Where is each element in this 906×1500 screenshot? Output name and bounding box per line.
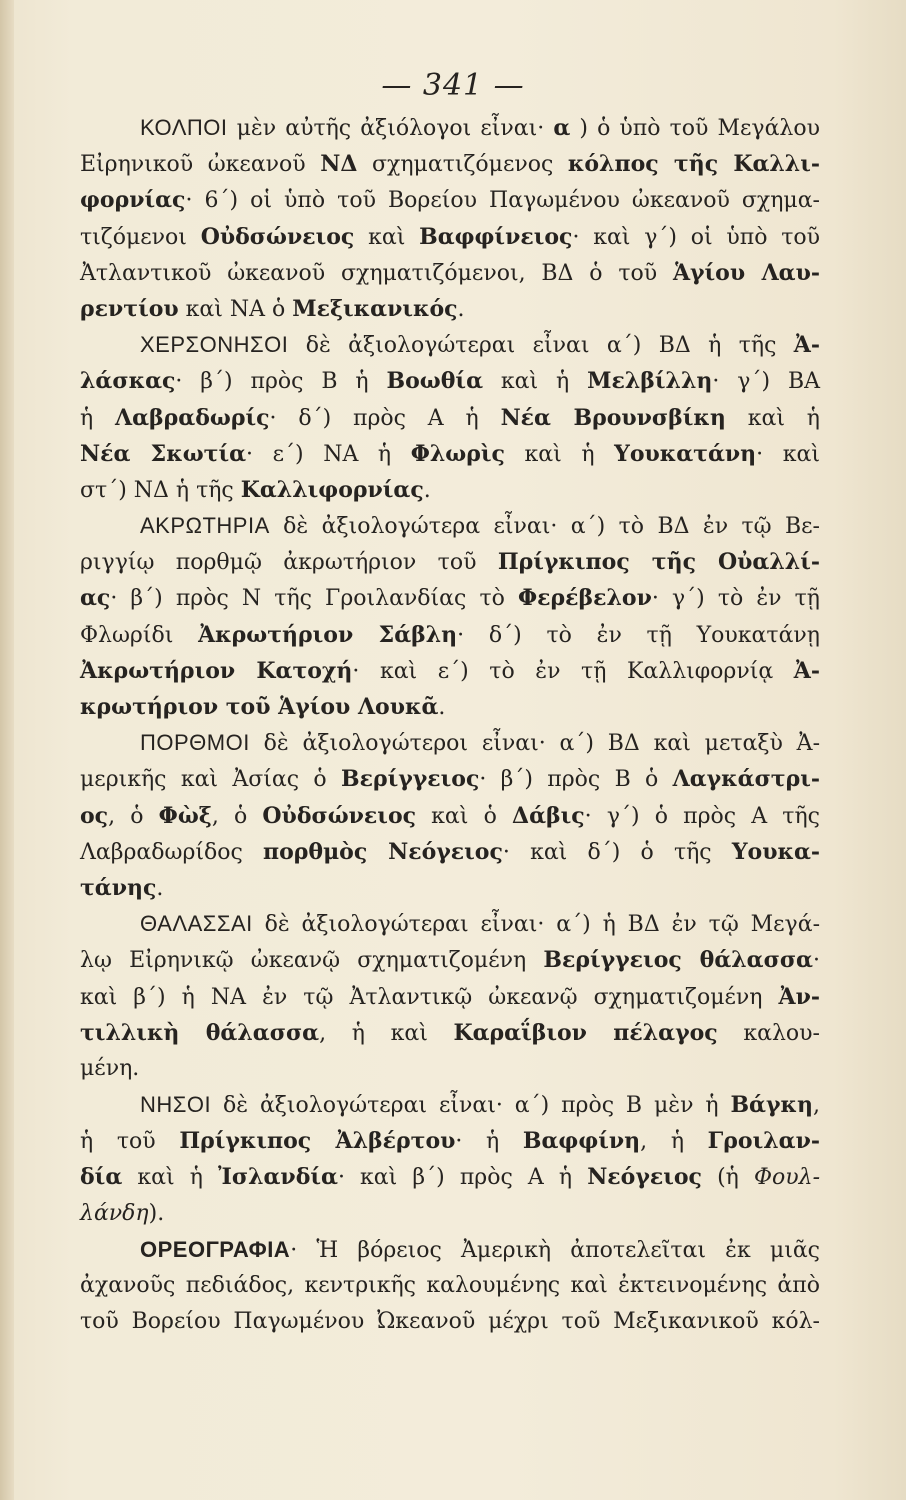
- text-line: [80, 544, 820, 580]
- paragraph-orography: [80, 1232, 820, 1341]
- text-line: [80, 146, 820, 182]
- text-run: , ὁ: [108, 803, 159, 829]
- text-run: (ἡ: [701, 1165, 754, 1191]
- text-run: Ἀκρωτήριον Κατοχή: [80, 657, 353, 684]
- text-run: Βαφφίνειος: [419, 223, 573, 250]
- text-line: [80, 327, 820, 363]
- text-run: τοῦ Βορείου Παγωμένου Ὠκεανοῦ μέχρι τοῦ Μεξικανικοῦ κόλ-: [80, 1309, 820, 1335]
- text-run: · β΄) πρὸς Β ἡ: [175, 369, 387, 395]
- text-run: ).: [148, 1200, 165, 1226]
- section-heading-seas: ΘΑΛΑΣΣΑΙ: [140, 911, 253, 937]
- text-run: .: [156, 875, 164, 901]
- text-run: .: [457, 296, 465, 322]
- text-line: [80, 1304, 820, 1340]
- text-run: καὶ ὁ: [416, 803, 512, 829]
- page-number: — 341 —: [381, 68, 525, 103]
- section-heading-straits: ΠΟΡΘΜΟΙ: [140, 730, 250, 756]
- text-run: · δ΄) πρὸς Α ἡ: [269, 405, 501, 431]
- text-run: Βάγκη: [730, 1092, 813, 1119]
- text-run: Φλωρίδι: [80, 622, 199, 648]
- text-run: Βοωθία: [386, 368, 483, 395]
- text-run: Νέα Βρουνσβίκη: [500, 404, 726, 431]
- text-run: καλου-: [717, 1020, 820, 1046]
- text-line: [80, 834, 820, 870]
- text-line: [80, 1015, 820, 1051]
- text-run: · καὶ β΄) πρὸς Α ἡ: [337, 1165, 588, 1191]
- text-run: τιζόμενοι: [80, 224, 201, 250]
- text-line: [80, 363, 820, 399]
- text-line: [80, 1196, 820, 1232]
- text-run: Νέα Σκωτία: [80, 440, 247, 467]
- text-run: κόλπος τῆς Καλλι-: [567, 151, 821, 178]
- text-line: [80, 1268, 820, 1304]
- text-run: μὲν αὐτῆς ἀξιόλογοι εἶναι·: [227, 116, 554, 141]
- section-heading-islands: ΝΗΣΟΙ: [140, 1092, 212, 1118]
- text-run: Φλωρὶς: [410, 440, 505, 467]
- text-run: · ἡ: [455, 1129, 523, 1155]
- text-line: [80, 580, 820, 616]
- text-line: [80, 110, 820, 146]
- text-run: Ἀκρωτήριον Σάβλη: [198, 621, 458, 648]
- text-line: [80, 1232, 820, 1268]
- text-run: Λαβραδωρίδος: [80, 839, 263, 865]
- text-run: καὶ: [354, 224, 420, 250]
- text-run: Βερίγγειος θάλασσα: [543, 947, 813, 974]
- text-run: ἀχανοῦς πεδιάδος, κεντρικῆς καλουμένης καὶ ἐκτεινομένης ἀπὸ: [80, 1273, 820, 1298]
- text-run: ) ὁ ὑπὸ τοῦ Μεγάλου: [570, 116, 820, 141]
- text-run: δία: [80, 1164, 123, 1191]
- text-line: [80, 798, 820, 834]
- text-run: Ἰσλανδία: [218, 1164, 338, 1191]
- text-run: δὲ ἀξιολογώτεραι εἶναι· α΄) πρὸς Β μὲν ἡ: [211, 1093, 731, 1119]
- text-run: · β΄) πρὸς Ν τῆς Γροιλανδίας τὸ: [110, 586, 518, 612]
- text-run: ας: [80, 585, 111, 612]
- text-run: καὶ ἡ: [504, 441, 615, 467]
- text-line: [80, 255, 820, 291]
- text-run: Εἰρηνικοῦ ὠκεανοῦ: [80, 152, 321, 178]
- text-run: Υουκατάνη: [614, 440, 757, 467]
- text-run: Ἀν-: [778, 983, 820, 1010]
- text-run: · καὶ: [756, 441, 820, 467]
- text-run: δὲ ἀξιολογώτεροι εἶναι· α΄) ΒΔ καὶ μεταξὺ Ἀ-: [249, 731, 820, 757]
- text-line: [80, 653, 820, 689]
- text-run: , ὁ: [211, 803, 263, 829]
- text-line: [80, 1087, 820, 1123]
- text-run: Ἁγίου Λαυ-: [672, 259, 820, 286]
- text-run: καὶ ΝΑ ὁ: [178, 296, 293, 322]
- text-run: · γ΄) τὸ ἐν τῇ: [651, 586, 820, 612]
- text-line: [80, 942, 820, 978]
- text-run: ,: [813, 1093, 820, 1119]
- page-text: [80, 110, 820, 1340]
- text-line: [80, 182, 820, 218]
- page-binding-edge: [0, 0, 14, 1500]
- paragraph-seas: [80, 906, 820, 1087]
- text-run: ἡ: [80, 405, 116, 431]
- text-run: α: [553, 115, 571, 141]
- text-run: λάσκας: [80, 368, 176, 395]
- text-run: μένη.: [80, 1055, 140, 1081]
- text-run: Ἀτλαντικοῦ ὠκεανοῦ σχηματιζόμενοι, ΒΔ ὁ τοῦ: [80, 260, 673, 286]
- text-run: δὲ ἀξιολογώτεραι εἶναι α΄) ΒΔ ἡ τῆς: [288, 333, 794, 359]
- text-run: λάνδη: [80, 1200, 149, 1226]
- text-run: Λαβραδωρίς: [115, 404, 270, 431]
- text-run: Ἀ-: [793, 657, 820, 684]
- text-run: Βερίγγειος: [340, 766, 480, 793]
- text-run: μερικῆς καὶ Ἀσίας ὁ: [80, 767, 341, 793]
- text-line: [80, 472, 820, 508]
- text-run: Οὐδσώνειος: [200, 223, 355, 250]
- text-run: δὲ ἀξιολογώτεραι εἶναι· α΄) ἡ ΒΔ ἐν τῷ Μεγά-: [252, 912, 820, 938]
- text-run: Καραΐβιον πέλαγος: [453, 1019, 718, 1046]
- text-run: φορνίας: [80, 187, 186, 214]
- text-run: ΝΔ: [320, 151, 358, 178]
- text-run: ριγγίῳ πορθμῷ ἀκρωτήριον τοῦ: [80, 550, 498, 576]
- text-run: ρεντίου: [80, 295, 179, 322]
- text-run: λῳ Εἰρηνικῷ ὠκεανῷ σχηματιζομένη: [80, 948, 544, 974]
- text-line: [80, 508, 820, 544]
- text-line: [80, 1051, 820, 1087]
- text-run: Φὼξ: [158, 802, 212, 829]
- text-run: τιλλικὴ θάλασσα: [80, 1019, 320, 1046]
- text-run: , ἡ: [640, 1129, 708, 1155]
- text-line: [80, 725, 820, 761]
- text-run: σχηματιζόμενος: [357, 152, 568, 178]
- text-run: Πρίγκιπος τῆς Οὐαλλί-: [497, 549, 820, 576]
- text-run: .: [438, 695, 446, 720]
- text-run: καὶ ἡ: [483, 369, 588, 395]
- text-run: Γροιλαν-: [707, 1128, 820, 1155]
- section-heading-gulfs: ΚΟΛΠΟΙ: [140, 115, 228, 140]
- text-run: καὶ ἡ: [122, 1165, 219, 1191]
- text-run: Οὐδσώνειος: [262, 802, 417, 829]
- section-heading-orography: ΟΡΕΟΓΡΑΦΙΑ: [140, 1236, 291, 1262]
- text-run: Πρίγκιπος Ἀλβέρτου: [179, 1128, 456, 1155]
- paragraph-islands: [80, 1087, 820, 1232]
- text-run: · καὶ γ΄) οἱ ὑπὸ τοῦ: [572, 224, 820, 250]
- text-run: · δ΄) τὸ ἐν τῇ Υουκατάνῃ: [457, 622, 820, 648]
- text-run: Λαγκάστρι-: [672, 766, 820, 793]
- text-run: Φουλ-: [753, 1165, 821, 1191]
- text-run: · Ἡ βόρειος Ἀμερικὴ ἀποτελεῖται ἐκ μιᾶς: [290, 1237, 820, 1263]
- paragraph-gulfs: [80, 110, 820, 327]
- text-run: Μελβίλλη: [587, 368, 713, 395]
- text-line: [80, 979, 820, 1015]
- text-line: [80, 219, 820, 255]
- text-line: [80, 689, 820, 725]
- text-run: πορθμὸς Νεόγειος: [263, 838, 503, 865]
- text-run: Βαφφίνη: [522, 1128, 641, 1155]
- text-run: στ΄) ΝΔ ἡ τῆς: [80, 477, 241, 503]
- text-run: , ἡ καὶ: [319, 1020, 454, 1046]
- paragraph-capes: [80, 508, 820, 725]
- text-run: · καὶ ε΄) τὸ ἐν τῇ Καλλιφορνίᾳ: [352, 658, 794, 684]
- text-run: κρωτήριον τοῦ Ἁγίου Λουκᾶ: [80, 694, 439, 720]
- text-run: Υουκα-: [731, 838, 821, 865]
- text-run: .: [423, 477, 431, 503]
- text-run: · γ΄) ΒΑ: [712, 369, 820, 395]
- text-line: [80, 870, 820, 906]
- text-run: ·: [812, 948, 820, 974]
- text-line: [80, 1123, 820, 1159]
- text-run: Δάβις: [512, 802, 585, 829]
- text-run: · γ΄) ὁ πρὸς Α τῆς: [584, 803, 820, 829]
- text-run: Νεόγειος: [587, 1164, 702, 1191]
- text-run: Φερέβελον: [517, 585, 652, 612]
- text-run: Ἀ-: [793, 332, 820, 359]
- text-run: · β΄) πρὸς Β ὁ: [479, 767, 673, 793]
- text-line: [80, 400, 820, 436]
- text-line: [80, 906, 820, 942]
- text-run: Καλλιφορνίας: [240, 476, 424, 503]
- text-run: ἡ τοῦ: [80, 1129, 180, 1155]
- text-run: · ε΄) ΝΑ ἡ: [246, 441, 411, 467]
- paragraph-straits: [80, 725, 820, 906]
- text-run: καὶ ἡ: [725, 405, 820, 431]
- text-line: [80, 436, 820, 472]
- text-run: δὲ ἀξιολογώτερα εἶναι· α΄) τὸ ΒΔ ἐν τῷ Βε-: [269, 514, 820, 540]
- text-run: · καὶ δ΄) ὁ τῆς: [502, 839, 732, 865]
- text-line: [80, 291, 820, 327]
- text-run: καὶ β΄) ἡ ΝΑ ἐν τῷ Ἀτλαντικῷ ὠκεανῷ σχηματιζομένη: [80, 984, 779, 1010]
- text-run: τάνης: [80, 874, 157, 901]
- paragraph-peninsulas: [80, 327, 820, 508]
- section-heading-peninsulas: ΧΕΡΣΟΝΗΣΟΙ: [140, 332, 289, 358]
- text-line: [80, 1159, 820, 1195]
- text-run: · 6΄) οἱ ὑπὸ τοῦ Βορείου Παγωμένου ὠκεανοῦ σχημα-: [185, 188, 820, 214]
- section-heading-capes: ΑΚΡΩΤΗΡΙΑ: [140, 513, 270, 539]
- text-run: ος: [80, 802, 109, 829]
- text-run: Μεξικανικός: [292, 295, 458, 322]
- text-line: [80, 617, 820, 653]
- text-line: [80, 761, 820, 797]
